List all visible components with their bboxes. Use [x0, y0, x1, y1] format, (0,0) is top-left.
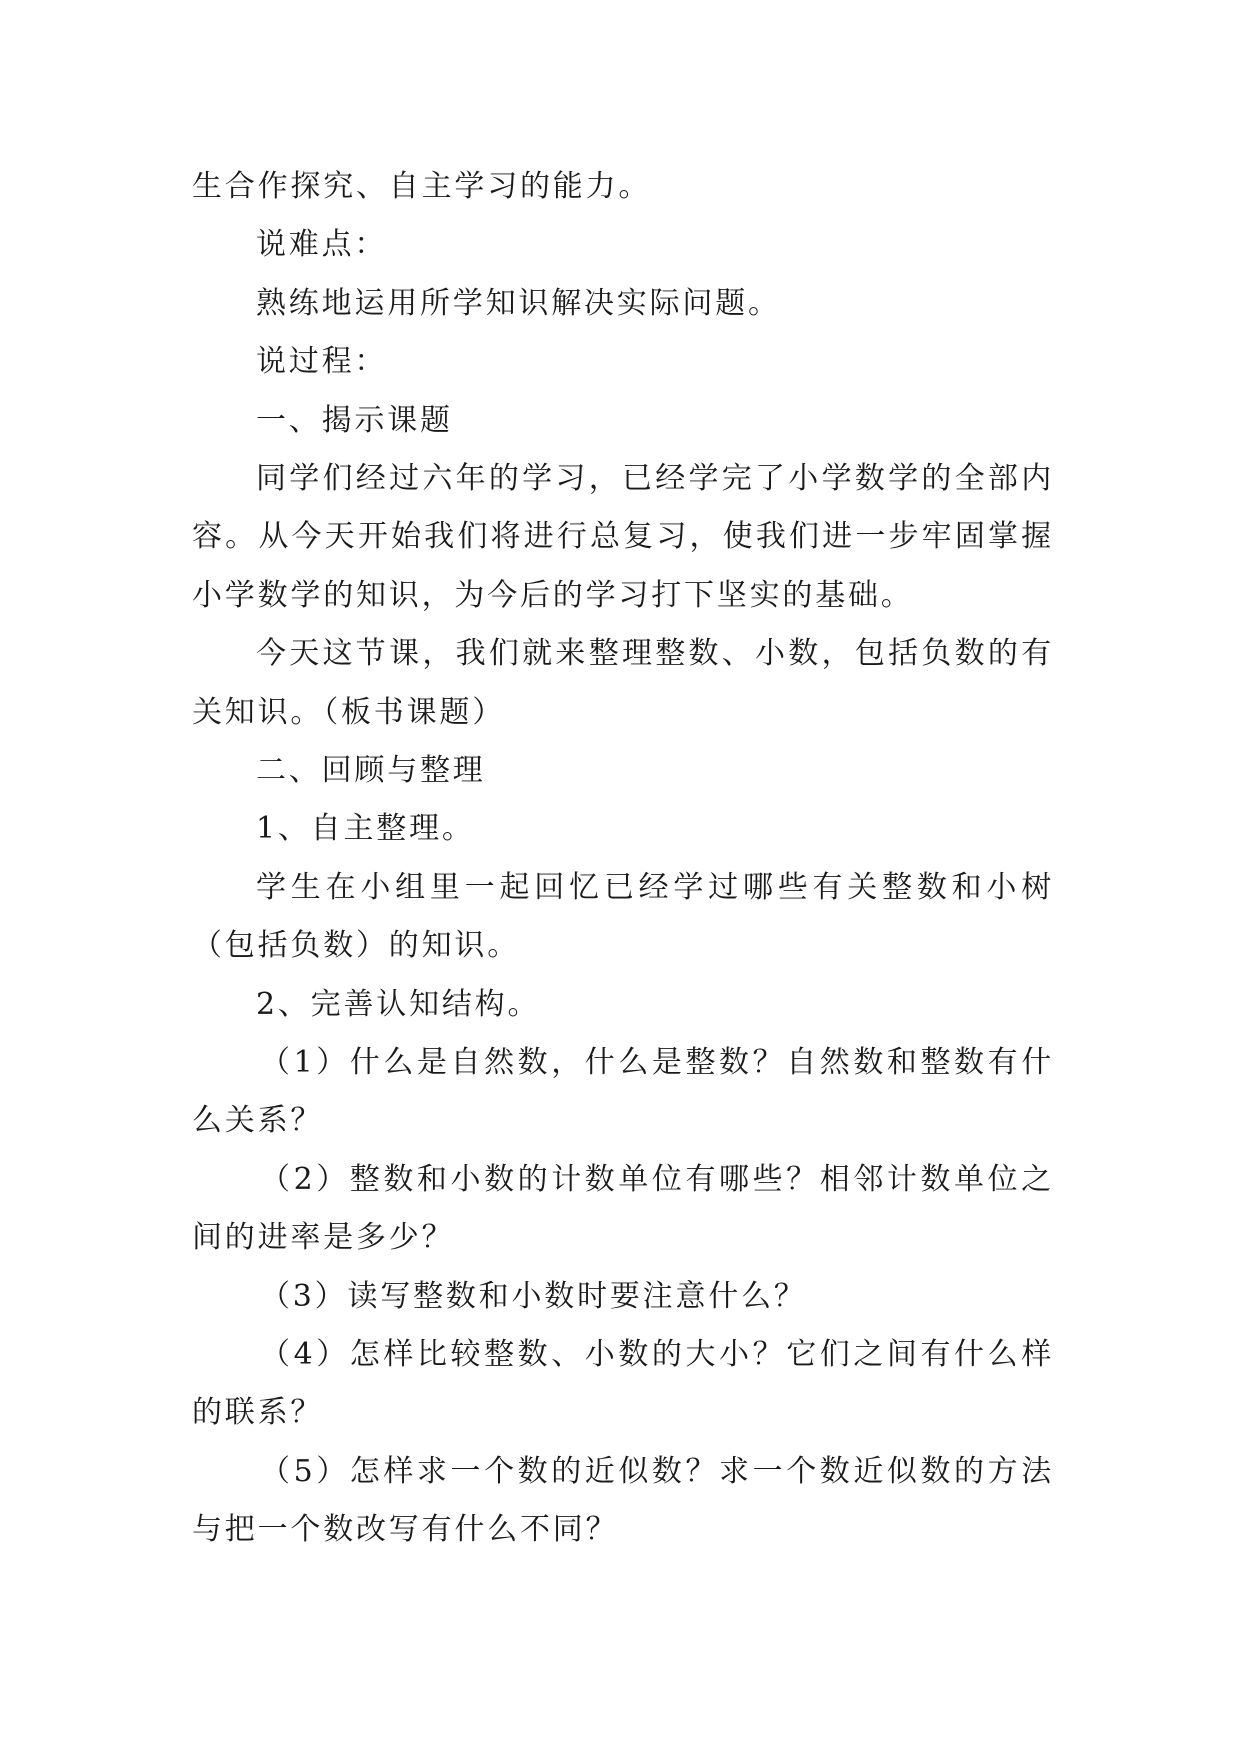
question-3: （3）读写整数和小数时要注意什么？	[260, 1278, 807, 1314]
step-heading-2: 2、完善认知结构。	[256, 986, 541, 1022]
paragraph-group-review: 学生在小组里一起回忆已经学过哪些有关整数和小树（包括负数）的知识。	[192, 869, 1054, 964]
paragraph-today: 今天这节课，我们就来整理整数、小数，包括负数的有关知识。（板书课题）	[192, 636, 1054, 730]
step-heading-1: 1、自主整理。	[256, 811, 475, 847]
document-page	[192, 158, 1054, 1560]
section-heading-2: 二、回顾与整理	[256, 752, 486, 788]
question-5: （5）怎样求一个数的近似数？求一个数近似数的方法与把一个数改写有什么不同？	[192, 1453, 1054, 1548]
paragraph-difficulty: 熟练地运用所学知识解决实际问题。	[256, 285, 781, 321]
section-heading-1: 一、揭示课题	[256, 402, 453, 438]
question-1: （1）什么是自然数，什么是整数？自然数和整数有什么关系？	[192, 1044, 1054, 1139]
question-4: （4）怎样比较整数、小数的大小？它们之间有什么样的联系？	[192, 1336, 1054, 1431]
heading-difficulty: 说难点：	[256, 227, 388, 263]
question-2: （2）整数和小数的计数单位有哪些？相邻计数单位之间的进率是多少？	[192, 1161, 1054, 1256]
paragraph-intro: 同学们经过六年的学习，已经学完了小学数学的全部内容。从今天开始我们将进行总复习，使我们进一步牢固掌握小学数学的知识，为今后的学习打下坚实的基础。	[192, 460, 1054, 613]
paragraph-continuation: 生合作探究、自主学习的能力。	[192, 169, 652, 204]
heading-process: 说过程：	[256, 344, 388, 380]
